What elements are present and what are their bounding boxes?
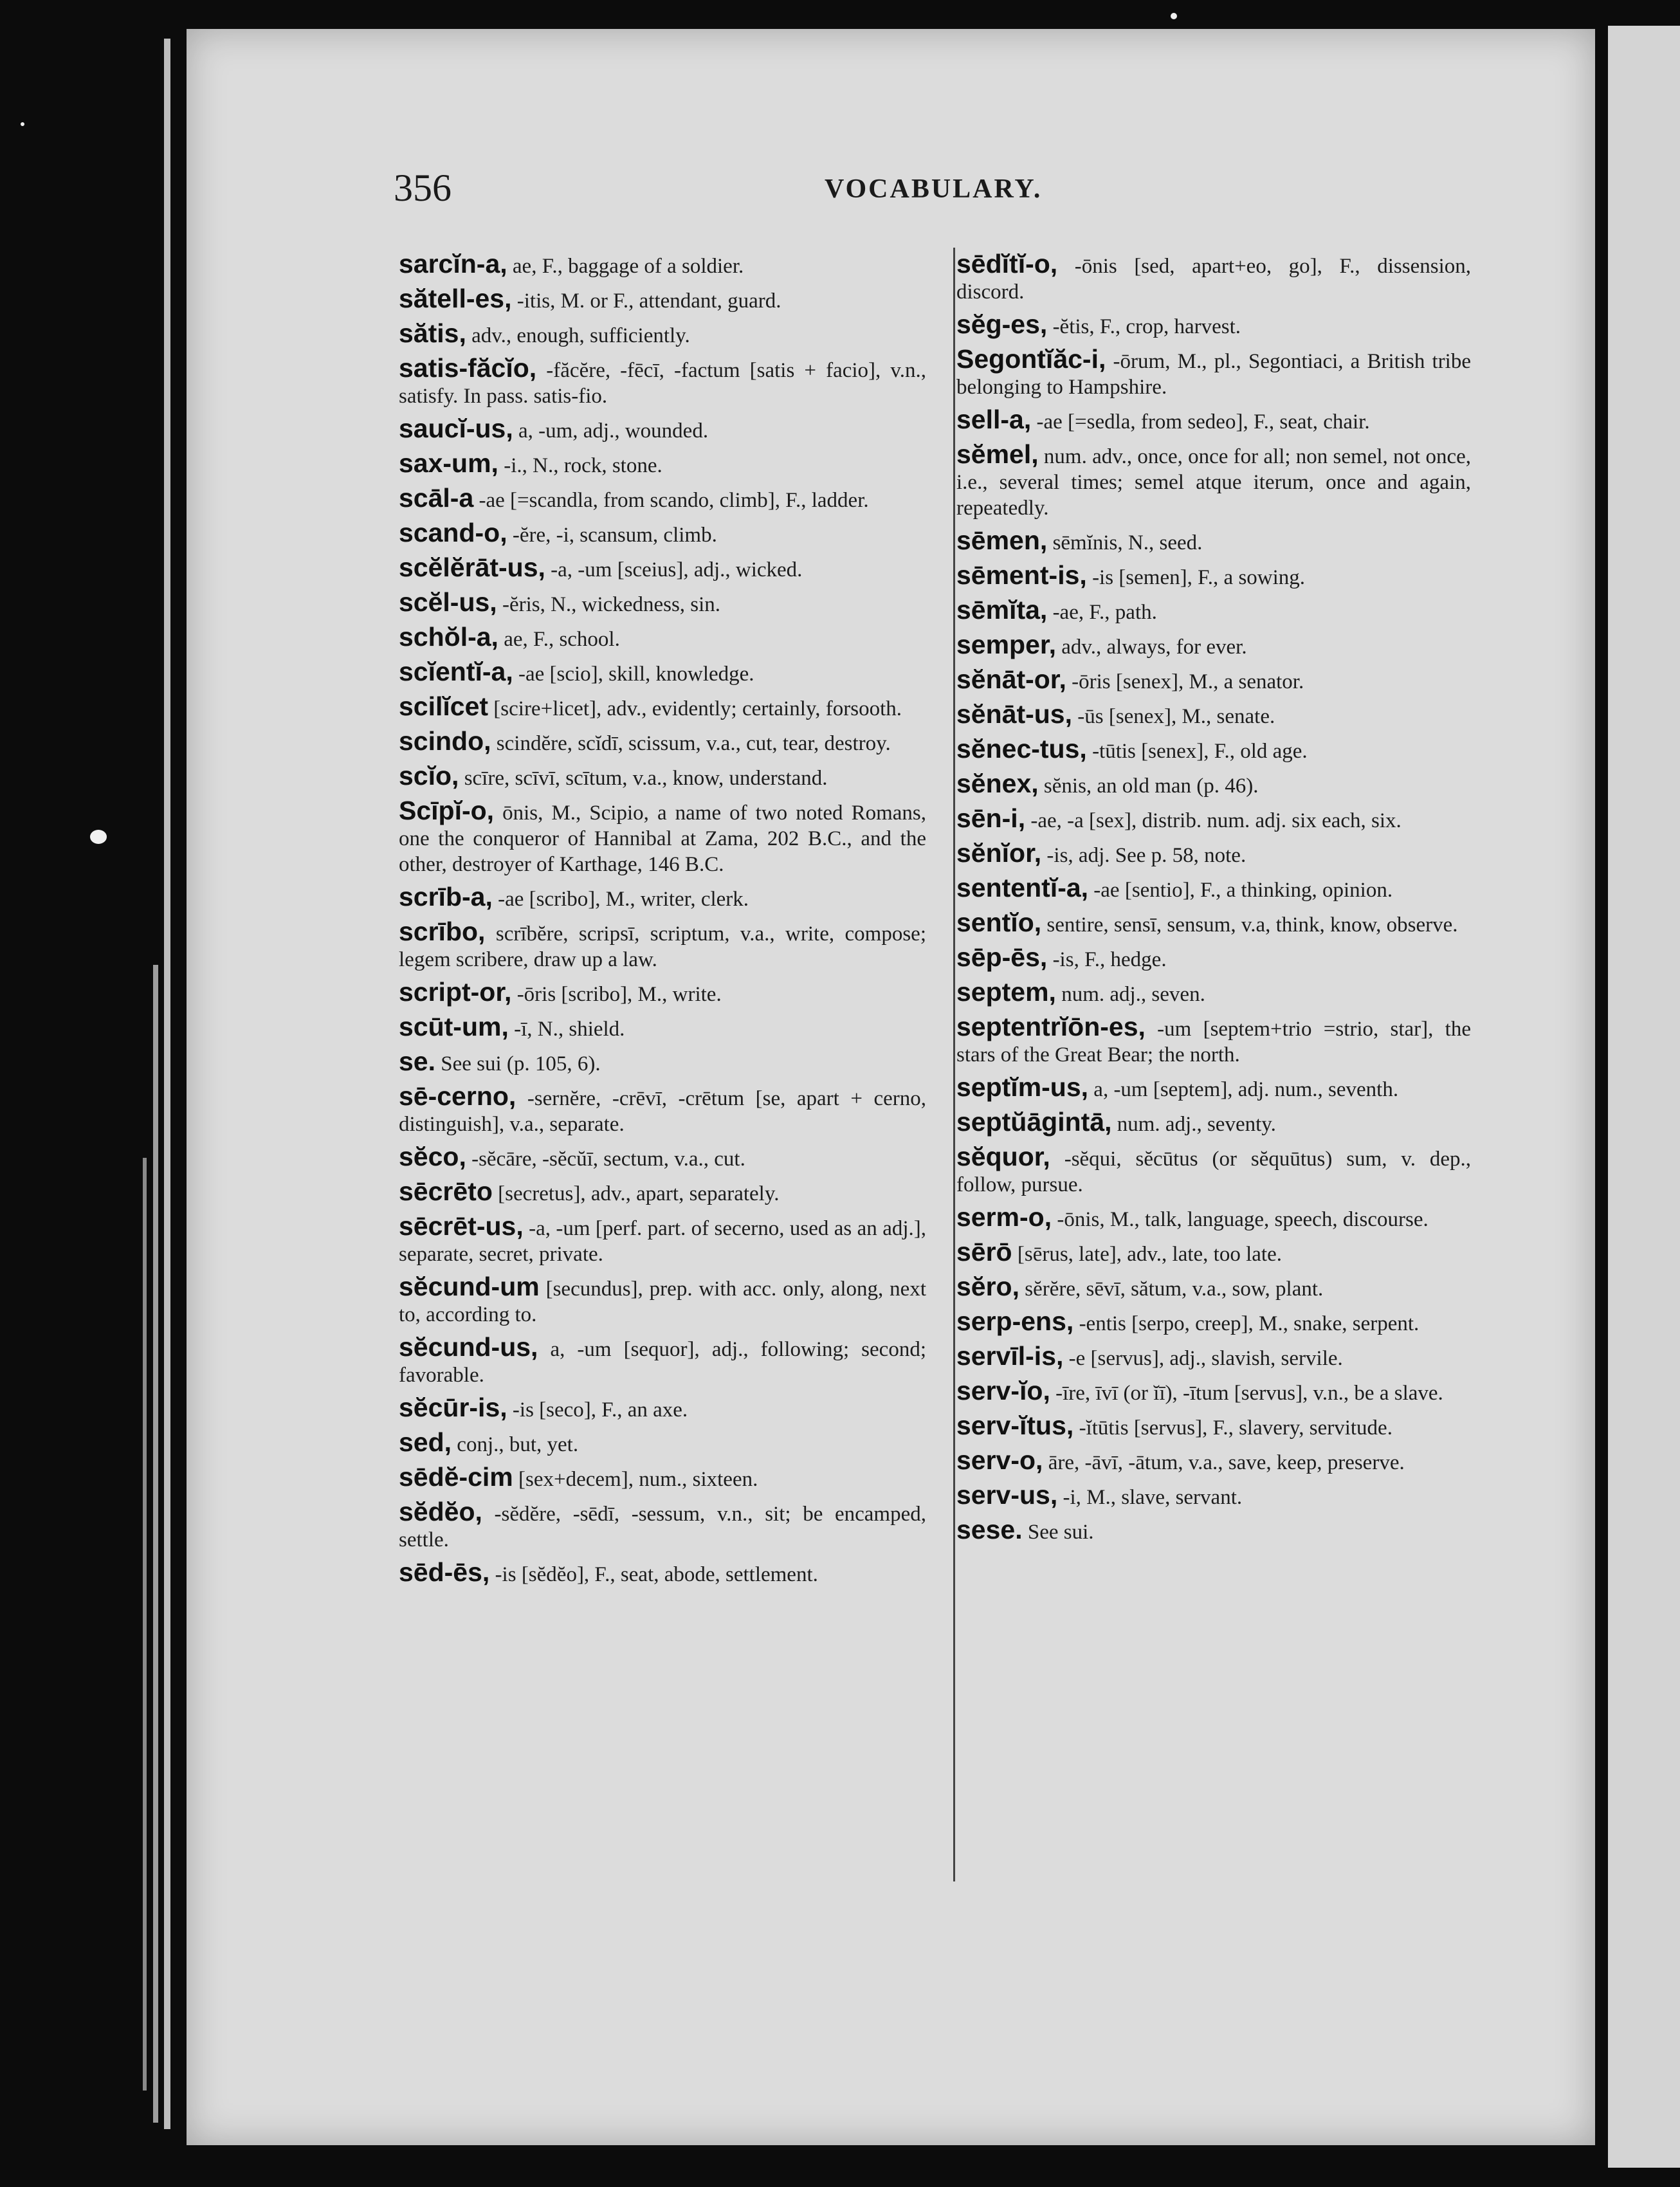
dictionary-entry bbox=[956, 875, 1471, 903]
dictionary-entry bbox=[399, 798, 926, 877]
dictionary-entry bbox=[399, 355, 926, 409]
entry-definition: sĕnis, an old man (p. 46). bbox=[1038, 774, 1259, 798]
entry-headword: scilĭcet bbox=[399, 691, 489, 721]
entry-definition: sentire, sensī, sensum, v.a, think, know, observe. bbox=[1041, 913, 1458, 937]
facing-page-edge bbox=[1608, 26, 1680, 2168]
dictionary-entry bbox=[399, 485, 926, 513]
entry-definition: -ĕre, -i, scansum, climb. bbox=[507, 524, 717, 547]
entry-headword: satis-făcĭo, bbox=[399, 353, 537, 383]
entry-headword: sell-a, bbox=[956, 405, 1032, 434]
dictionary-entry bbox=[399, 1395, 926, 1423]
entry-headword: se. bbox=[399, 1047, 435, 1076]
entry-headword: scrībo, bbox=[399, 917, 486, 946]
entry-definition: -ae [=scandla, from scando, climb], F., ladder. bbox=[473, 489, 869, 512]
entry-headword: sĕnec-tus, bbox=[956, 734, 1087, 764]
page-edge bbox=[153, 965, 158, 2123]
dictionary-entry bbox=[399, 251, 926, 279]
entry-definition: -sĕdĕre, -sēdī, -sessum, v.n., sit; be encamped, settle. bbox=[399, 1503, 926, 1551]
entry-headword: sententĭ-a, bbox=[956, 873, 1089, 902]
entry-headword: sēd-ēs, bbox=[399, 1557, 490, 1587]
dictionary-entry bbox=[956, 1109, 1471, 1137]
entry-headword: sentĭo, bbox=[956, 908, 1042, 937]
entry-headword: saucĭ-us, bbox=[399, 414, 513, 443]
entry-headword: sese. bbox=[956, 1515, 1023, 1544]
entry-headword: sēment-is, bbox=[956, 560, 1087, 590]
dictionary-entry bbox=[956, 701, 1471, 729]
entry-headword: sarcĭn-a, bbox=[399, 249, 507, 279]
dictionary-entry bbox=[399, 589, 926, 618]
entry-definition: adv., enough, sufficiently. bbox=[466, 324, 690, 347]
entry-headword: sed, bbox=[399, 1427, 452, 1457]
dictionary-entry bbox=[956, 632, 1471, 660]
entry-definition: -e [servus], adj., slavish, servile. bbox=[1063, 1347, 1343, 1370]
entry-definition: a, -um [septem], adj. num., seventh. bbox=[1088, 1078, 1399, 1101]
entry-headword: sēmen, bbox=[956, 526, 1048, 555]
dictionary-entry bbox=[956, 840, 1471, 868]
left-column bbox=[399, 251, 926, 1594]
dictionary-entry bbox=[399, 728, 926, 756]
dictionary-entry bbox=[399, 450, 926, 479]
entry-definition: -i, M., slave, servant. bbox=[1057, 1486, 1243, 1509]
dictionary-entry bbox=[956, 1447, 1471, 1476]
entry-definition: sĕrĕre, sēvī, sătum, v.a., sow, plant. bbox=[1019, 1277, 1324, 1301]
entry-headword: scĭentĭ-a, bbox=[399, 657, 513, 686]
dictionary-entry bbox=[399, 884, 926, 912]
dictionary-entry bbox=[956, 1239, 1471, 1267]
dictionary-entry bbox=[956, 1274, 1471, 1302]
dictionary-entry bbox=[399, 693, 926, 722]
entry-definition: -ūs [senex], M., senate. bbox=[1072, 705, 1275, 728]
entry-definition: -ae [scio], skill, knowledge. bbox=[513, 663, 754, 686]
entry-definition: -ĕtis, F., crop, harvest. bbox=[1047, 315, 1241, 338]
dictionary-entry bbox=[956, 1144, 1471, 1198]
entry-headword: scrīb-a, bbox=[399, 882, 493, 911]
dictionary-entry bbox=[956, 311, 1471, 340]
entry-definition: -entis [serpo, creep], M., snake, serpent. bbox=[1073, 1312, 1420, 1335]
entry-definition: scindĕre, scĭdī, scissum, v.a., cut, tear, destroy. bbox=[491, 732, 891, 755]
entry-definition: -ĭtūtis [servus], F., slavery, servitude. bbox=[1073, 1416, 1392, 1440]
entry-headword: sĕdĕo, bbox=[399, 1497, 482, 1526]
dictionary-entry bbox=[399, 554, 926, 583]
entry-definition: -ōris [senex], M., a senator. bbox=[1066, 670, 1304, 693]
entry-headword: sēdĕ-cim bbox=[399, 1462, 513, 1492]
dictionary-entry bbox=[956, 1204, 1471, 1232]
entry-headword: sēn-i, bbox=[956, 803, 1026, 833]
entry-definition: ōnis, M., Scipio, a name of two noted Romans, one the conqueror of Hannibal at Zama, 202 B.C., and the other, destroyer of Karthage, 146 B.C. bbox=[399, 801, 926, 876]
dictionary-entry bbox=[956, 979, 1471, 1007]
entry-headword: Segontĭăc-i, bbox=[956, 344, 1106, 374]
entry-definition: [sērus, late], adv., late, too late. bbox=[1012, 1243, 1282, 1266]
dictionary-entry bbox=[956, 944, 1471, 973]
entry-headword: septĭm-us, bbox=[956, 1072, 1089, 1102]
entry-definition: āre, -āvī, -ātum, v.a., save, keep, preserve. bbox=[1043, 1451, 1405, 1474]
entry-headword: sĕquor, bbox=[956, 1142, 1050, 1171]
entry-headword: sĕro, bbox=[956, 1272, 1019, 1301]
dictionary-entry bbox=[956, 1343, 1471, 1371]
scan-speck bbox=[21, 122, 24, 126]
entry-headword: Scīpĭ-o, bbox=[399, 796, 495, 825]
entry-definition: -i., N., rock, stone. bbox=[498, 454, 662, 477]
scan-speck bbox=[90, 830, 107, 844]
entry-headword: sēp-ēs, bbox=[956, 942, 1048, 972]
entry-definition: -ae [=sedla, from sedeo], F., seat, chair. bbox=[1031, 410, 1370, 434]
dictionary-entry bbox=[956, 1308, 1471, 1337]
entry-definition: -a, -um [sceius], adj., wicked. bbox=[545, 558, 803, 581]
dictionary-entry bbox=[956, 666, 1471, 695]
entry-headword: serm-o, bbox=[956, 1202, 1052, 1232]
entry-definition: sēmĭnis, N., seed. bbox=[1047, 531, 1203, 554]
entry-headword: sĕnex, bbox=[956, 769, 1039, 798]
entry-definition: See sui (p. 105, 6). bbox=[435, 1052, 601, 1075]
entry-headword: sĕnāt-or, bbox=[956, 664, 1066, 694]
dictionary-entry bbox=[399, 1213, 926, 1267]
entry-definition: -ae [scribo], M., writer, clerk. bbox=[492, 888, 749, 911]
entry-headword: septem, bbox=[956, 977, 1056, 1007]
entry-definition: -ōnis [sed, apart+eo, go], F., dissension, discord. bbox=[956, 255, 1471, 304]
entry-definition: -ae [sentio], F., a thinking, opinion. bbox=[1088, 879, 1393, 902]
dictionary-entry bbox=[399, 1083, 926, 1137]
entry-headword: scāl-a bbox=[399, 483, 474, 513]
dictionary-entry bbox=[399, 520, 926, 548]
entry-definition: -ae, -a [sex], distrib. num. adj. six each, six. bbox=[1025, 809, 1402, 832]
dictionary-entry bbox=[399, 1144, 926, 1172]
entry-headword: servīl-is, bbox=[956, 1341, 1064, 1371]
running-title: VOCABULARY. bbox=[825, 174, 1043, 204]
entry-headword: serv-ĭtus, bbox=[956, 1411, 1074, 1440]
dictionary-entry bbox=[956, 1482, 1471, 1510]
entry-definition: [secretus], adv., apart, separately. bbox=[492, 1182, 780, 1205]
entry-definition: -ĕris, N., wickedness, sin. bbox=[497, 593, 721, 616]
entry-headword: sĕcūr-is, bbox=[399, 1393, 507, 1422]
entry-headword: septŭāgintā, bbox=[956, 1107, 1112, 1137]
entry-definition: [secundus], prep. with acc. only, along, next to, according to. bbox=[399, 1277, 926, 1326]
entry-headword: sēcrēto bbox=[399, 1176, 493, 1206]
dictionary-entry bbox=[956, 527, 1471, 556]
dictionary-entry bbox=[399, 659, 926, 687]
dictionary-entry bbox=[956, 1378, 1471, 1406]
dictionary-entry bbox=[956, 1517, 1471, 1545]
dictionary-entry bbox=[399, 416, 926, 444]
entry-headword: sēdĭtĭ-o, bbox=[956, 249, 1058, 279]
entry-headword: sătis, bbox=[399, 318, 466, 348]
entry-headword: serv-ĭo, bbox=[956, 1376, 1050, 1405]
entry-definition: num. adv., once, once for all; non semel, not once, i.e., several times; semel atque iterum, once and again, repeatedly. bbox=[956, 445, 1471, 520]
dictionary-entry bbox=[399, 1429, 926, 1458]
entry-definition: ae, F., school. bbox=[498, 628, 620, 651]
dictionary-entry bbox=[399, 624, 926, 652]
dictionary-entry bbox=[956, 562, 1471, 590]
entry-definition: See sui. bbox=[1022, 1521, 1094, 1544]
dictionary-entry bbox=[399, 1464, 926, 1492]
entry-definition: -ae, F., path. bbox=[1047, 601, 1157, 624]
entry-definition: -sĕqui, sĕcūtus (or sĕquūtus) sum, v. dep., follow, pursue. bbox=[956, 1148, 1471, 1196]
entry-definition: -īre, īvī (or ĭī), -ītum [servus], v.n., be a slave. bbox=[1050, 1382, 1443, 1405]
dictionary-entry bbox=[956, 597, 1471, 625]
entry-definition: a, -um, adj., wounded. bbox=[513, 419, 709, 443]
entry-headword: septentrĭōn-es, bbox=[956, 1012, 1146, 1041]
dictionary-entry bbox=[956, 736, 1471, 764]
entry-headword: sătell-es, bbox=[399, 284, 512, 313]
entry-definition: -ōnis, M., talk, language, speech, discourse. bbox=[1052, 1208, 1429, 1231]
entry-definition: -sernĕre, -crēvī, -crētum [se, apart + cerno, distinguish], v.a., separate. bbox=[399, 1087, 926, 1136]
entry-headword: scindo, bbox=[399, 726, 491, 756]
entry-headword: sĕnāt-us, bbox=[956, 699, 1072, 729]
entry-headword: scĕlĕrāt-us, bbox=[399, 553, 545, 582]
entry-headword: serv-o, bbox=[956, 1445, 1043, 1475]
dictionary-entry bbox=[399, 1499, 926, 1553]
dictionary-entry bbox=[399, 1178, 926, 1207]
entry-definition: -itis, M. or F., attendant, guard. bbox=[511, 289, 781, 313]
dictionary-entry bbox=[399, 286, 926, 314]
entry-headword: serv-us, bbox=[956, 1480, 1058, 1510]
entry-definition: -a, -um [perf. part. of secerno, used as an adj.], separate, secret, private. bbox=[399, 1217, 926, 1266]
entry-definition: num. adj., seventy. bbox=[1111, 1113, 1276, 1136]
entry-definition: -is [semen], F., a sowing. bbox=[1086, 566, 1306, 589]
entry-headword: scĭo, bbox=[399, 761, 459, 791]
entry-definition: scrībĕre, scripsī, scriptum, v.a., write, compose; legem scribere, draw up a law. bbox=[399, 922, 926, 971]
entry-headword: scand-o, bbox=[399, 518, 507, 547]
entry-definition: conj., but, yet. bbox=[452, 1433, 579, 1456]
entry-headword: sĕcund-um bbox=[399, 1272, 540, 1301]
dictionary-entry bbox=[956, 407, 1471, 435]
dictionary-entry bbox=[956, 771, 1471, 799]
entry-headword: sērō bbox=[956, 1237, 1012, 1267]
dictionary-entry bbox=[956, 251, 1471, 305]
page-edge bbox=[143, 1158, 147, 2091]
entry-headword: sĕnĭor, bbox=[956, 838, 1042, 868]
entry-definition: -is, F., hedge. bbox=[1047, 948, 1167, 971]
dictionary-entry bbox=[956, 1413, 1471, 1441]
dictionary-entry bbox=[399, 979, 926, 1007]
dictionary-entry bbox=[956, 910, 1471, 938]
dictionary-entry bbox=[399, 763, 926, 791]
page-edge bbox=[164, 39, 170, 2129]
entry-definition: ae, F., baggage of a soldier. bbox=[507, 255, 744, 278]
page-number: 356 bbox=[394, 167, 452, 209]
entry-definition: -ōris [scribo], M., write. bbox=[511, 983, 722, 1006]
entry-definition: -tūtis [senex], F., old age. bbox=[1086, 740, 1308, 763]
entry-headword: semper, bbox=[956, 630, 1056, 659]
entry-definition: -sĕcāre, -sĕcŭī, sectum, v.a., cut. bbox=[466, 1148, 745, 1171]
entry-definition: -um [septem+trio =strio, star], the stars of the Great Bear; the north. bbox=[956, 1018, 1471, 1066]
entry-definition: -ōrum, M., pl., Segontiaci, a British tribe belonging to Hampshire. bbox=[956, 350, 1471, 399]
entry-definition: -is [sĕdĕo], F., seat, abode, settlement. bbox=[489, 1563, 818, 1586]
entry-definition: -is, adj. See p. 58, note. bbox=[1041, 844, 1246, 867]
entry-headword: scĕl-us, bbox=[399, 587, 497, 617]
entry-definition: [sex+decem], num., sixteen. bbox=[513, 1468, 758, 1491]
entry-definition: num. adj., seven. bbox=[1055, 983, 1205, 1006]
column-rule bbox=[953, 248, 955, 1881]
entry-headword: sĕmel, bbox=[956, 439, 1039, 469]
dictionary-entry bbox=[399, 1334, 926, 1388]
entry-definition: -făcĕre, -fēcī, -factum [satis + facio], v.n., satisfy. In pass. satis-fio. bbox=[399, 359, 926, 408]
dictionary-entry bbox=[956, 1074, 1471, 1103]
right-column bbox=[956, 251, 1471, 1551]
dictionary-entry bbox=[399, 1559, 926, 1588]
entry-definition: [scire+licet], adv., evidently; certainly, forsooth. bbox=[488, 697, 902, 720]
dictionary-entry bbox=[399, 1014, 926, 1042]
dictionary-entry bbox=[399, 320, 926, 349]
entry-headword: schŏl-a, bbox=[399, 622, 498, 652]
entry-definition: -is [seco], F., an axe. bbox=[507, 1398, 688, 1422]
entry-definition: a, -um [sequor], adj., following; second; favorable. bbox=[399, 1338, 926, 1387]
entry-headword: sēcrēt-us, bbox=[399, 1211, 524, 1241]
dictionary-entry bbox=[399, 919, 926, 973]
dictionary-entry bbox=[956, 1014, 1471, 1068]
entry-headword: scūt-um, bbox=[399, 1012, 509, 1041]
entry-headword: sēmĭta, bbox=[956, 595, 1048, 625]
entry-definition: scīre, scīvī, scītum, v.a., know, understand. bbox=[459, 767, 828, 790]
entry-headword: sĕg-es, bbox=[956, 309, 1048, 339]
dictionary-entry bbox=[399, 1274, 926, 1328]
entry-definition: -ī, N., shield. bbox=[508, 1018, 625, 1041]
entry-headword: script-or, bbox=[399, 977, 512, 1007]
entry-headword: sax-um, bbox=[399, 448, 498, 478]
scan-speck bbox=[1171, 13, 1177, 19]
entry-headword: serp-ens, bbox=[956, 1306, 1074, 1336]
entry-headword: sĕco, bbox=[399, 1142, 466, 1171]
entry-headword: sĕcund-us, bbox=[399, 1332, 538, 1362]
entry-definition: adv., always, for ever. bbox=[1056, 636, 1247, 659]
dictionary-entry bbox=[956, 805, 1471, 834]
dictionary-entry bbox=[956, 346, 1471, 400]
entry-headword: sē-cerno, bbox=[399, 1081, 516, 1111]
dictionary-entry bbox=[956, 441, 1471, 521]
dictionary-entry bbox=[399, 1048, 926, 1077]
